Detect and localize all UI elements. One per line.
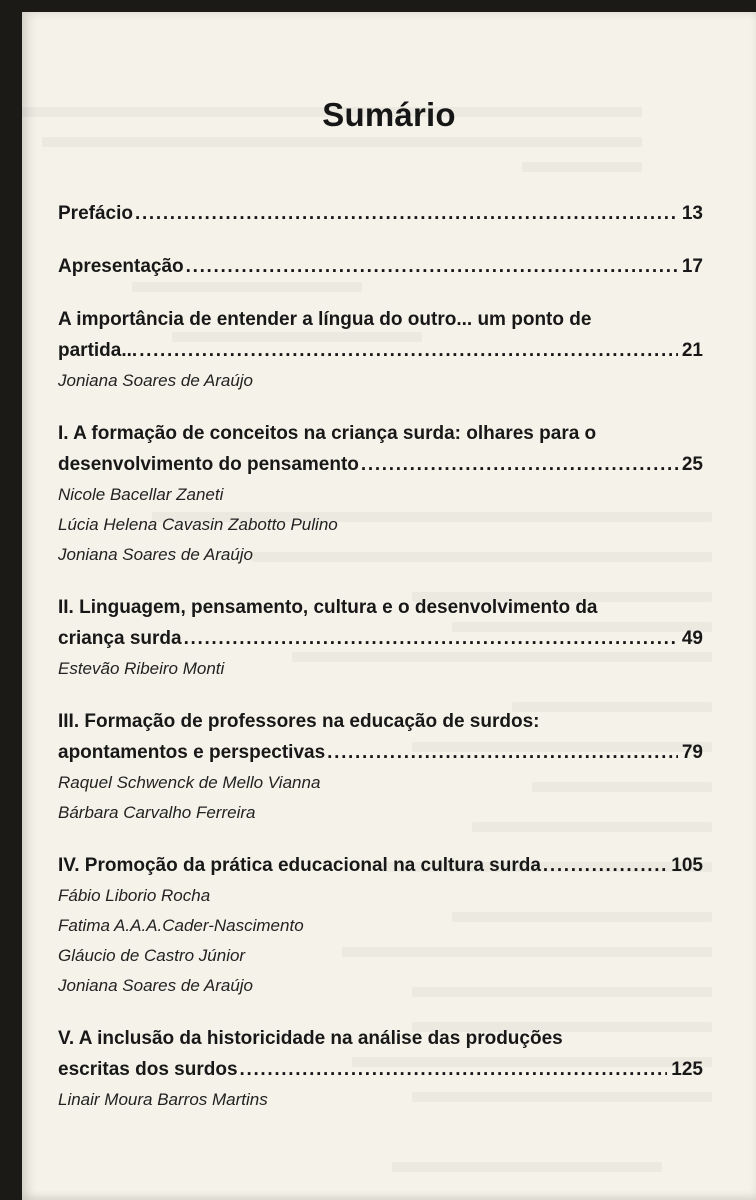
chapter-title: partida... [58,340,138,361]
chapter-title-line: II. Linguagem, pensamento, cultura e o desenvolvimento da [58,597,598,618]
author-name: Joniana Soares de Araújo [58,545,254,564]
dot-leader [139,335,678,366]
toc-entry [58,850,703,1001]
chapter-title: Prefácio [58,203,133,224]
toc-line [58,850,703,881]
dot-leader [135,198,678,229]
author-name: Estevão Ribeiro Monti [58,659,225,678]
author-name: Fatima A.A.A.Cader-Nascimento [58,916,304,935]
author-name: Joniana Soares de Araújo [58,976,254,995]
toc-entry [58,592,703,684]
dot-leader [240,1054,668,1085]
chapter-title-line: III. Formação de professores na educação de surdos: [58,711,540,732]
dot-leader [543,850,667,881]
book-page [22,12,756,1200]
dot-leader [184,623,678,654]
toc-line [58,335,703,366]
toc-line [58,623,703,654]
toc-entry [58,418,703,570]
page-number: 17 [681,256,703,277]
page-number: 25 [681,454,703,475]
author-name: Bárbara Carvalho Ferreira [58,803,256,822]
author-name: Raquel Schwenck de Mello Vianna [58,773,321,792]
page-number: 79 [681,742,703,763]
author-name: Linair Moura Barros Martins [58,1090,268,1109]
toc-entry [58,251,703,282]
toc-line [58,198,703,229]
page-number: 21 [681,340,703,361]
chapter-title: desenvolvimento do pensamento [58,454,359,475]
dot-leader [186,251,678,282]
toc-entry [58,304,703,396]
table-of-contents [58,198,703,1137]
toc-line [58,449,703,480]
dot-leader [361,449,678,480]
author-name: Nicole Bacellar Zaneti [58,485,224,504]
dot-leader [327,737,678,768]
author-name: Gláucio de Castro Júnior [58,946,246,965]
page-number: 49 [681,628,703,649]
chapter-title: IV. Promoção da prática educacional na cultura surda [58,855,541,876]
toc-line [58,251,703,282]
toc-line [58,737,703,768]
author-name: Lúcia Helena Cavasin Zabotto Pulino [58,515,338,534]
toc-entry [58,1023,703,1115]
chapter-title-line: A importância de entender a língua do outro... um ponto de [58,309,592,330]
author-name: Joniana Soares de Araújo [58,371,254,390]
chapter-title: criança surda [58,628,182,649]
chapter-title-line: V. A inclusão da historicidade na análise das produções [58,1028,563,1049]
toc-line [58,1054,703,1085]
page-title: Sumário [322,96,456,133]
toc-entry [58,198,703,229]
page-number: 105 [671,855,703,876]
author-name: Fábio Liborio Rocha [58,886,211,905]
page-number: 125 [671,1059,703,1080]
chapter-title: escritas dos surdos [58,1059,238,1080]
chapter-title: apontamentos e perspectivas [58,742,326,763]
toc-entry [58,706,703,828]
chapter-title-line: I. A formação de conceitos na criança surda: olhares para o [58,423,597,444]
chapter-title: Apresentação [58,256,184,277]
page-number: 13 [681,203,703,224]
